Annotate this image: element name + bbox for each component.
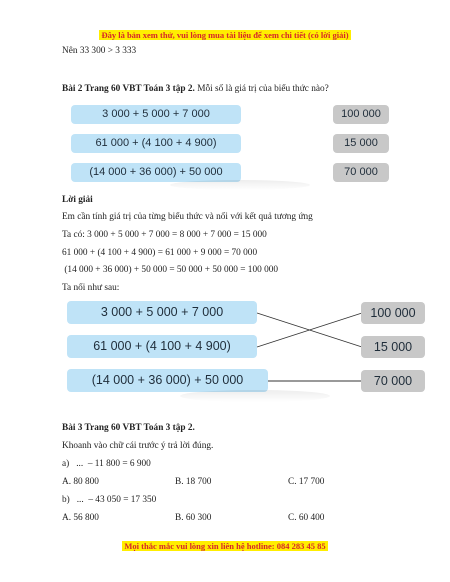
solution-heading: Lời giải [62, 195, 93, 205]
match-value-2: 15 000 [361, 336, 425, 358]
intro-line: Nên 33 300 > 3 333 [62, 46, 137, 56]
match-expression-3: (14 000 + 36 000) + 50 000 [67, 369, 268, 392]
ex3-a-option-b: B. 18 700 [175, 477, 212, 487]
solution-line-3: 61 000 + (4 100 + 4 900) = 61 000 + 9 000 = 70 000 [62, 248, 258, 258]
ex2-expression-1: 3 000 + 5 000 + 7 000 [71, 105, 241, 124]
bottom-banner: Mọi thắc mắc vui lòng xin liên hệ hotline: 084 283 45 85 [124, 541, 326, 551]
ex3-title: Bài 3 Trang 60 VBT Toán 3 tập 2. [62, 423, 195, 433]
bottom-banner-row [0, 536, 450, 554]
solution-line-1: Em cần tính giá trị của từng biểu thức và nối với kết quả tương ứng [62, 212, 313, 222]
ex2-expression-2: 61 000 + (4 100 + 4 900) [71, 134, 241, 153]
match-expression-2: 61 000 + (4 100 + 4 900) [67, 335, 257, 358]
ex2-value-3: 70 000 [333, 163, 389, 182]
ex3-b-option-b: B. 60 300 [175, 513, 212, 523]
ex2-title-bold: Bài 2 Trang 60 VBT Toán 3 tập 2. [62, 84, 195, 94]
ex3-instruction: Khoanh vào chữ cái trước ý trả lời đúng. [62, 441, 214, 451]
solution-line-4: (14 000 + 36 000) + 50 000 = 50 000 + 50 000 = 100 000 [62, 265, 279, 275]
ex3-a-option-a: A. 80 800 [62, 477, 99, 487]
top-banner: Đây là bản xem thử, vui lòng mua tài liệu để xem chi tiết (có lời giải) [101, 30, 349, 40]
match-value-3: 70 000 [361, 370, 425, 392]
ex3-a-option-c: C. 17 700 [288, 477, 325, 487]
ex3-b-option-c: C. 60 400 [288, 513, 325, 523]
ex2-title-rest: Mỗi số là giá trị của biểu thức nào? [194, 84, 329, 94]
ex3-question-b: b) ... – 43 050 = 17 350 [62, 495, 157, 505]
match-value-1: 100 000 [361, 302, 425, 324]
match-shadow [180, 390, 330, 402]
match-expression-1: 3 000 + 5 000 + 7 000 [67, 301, 257, 324]
ex2-value-2: 15 000 [333, 134, 389, 153]
ex3-b-option-a: A. 56 800 [62, 513, 99, 523]
solution-line-5: Ta nối như sau: [62, 283, 120, 293]
ex2-expression-3: (14 000 + 36 000) + 50 000 [71, 163, 241, 182]
ex2-value-1: 100 000 [333, 105, 389, 124]
ex3-question-a: a) ... – 11 800 = 6 900 [62, 459, 151, 469]
solution-line-2: Ta có: 3 000 + 5 000 + 7 000 = 8 000 + 7 000 = 15 000 [62, 230, 267, 240]
